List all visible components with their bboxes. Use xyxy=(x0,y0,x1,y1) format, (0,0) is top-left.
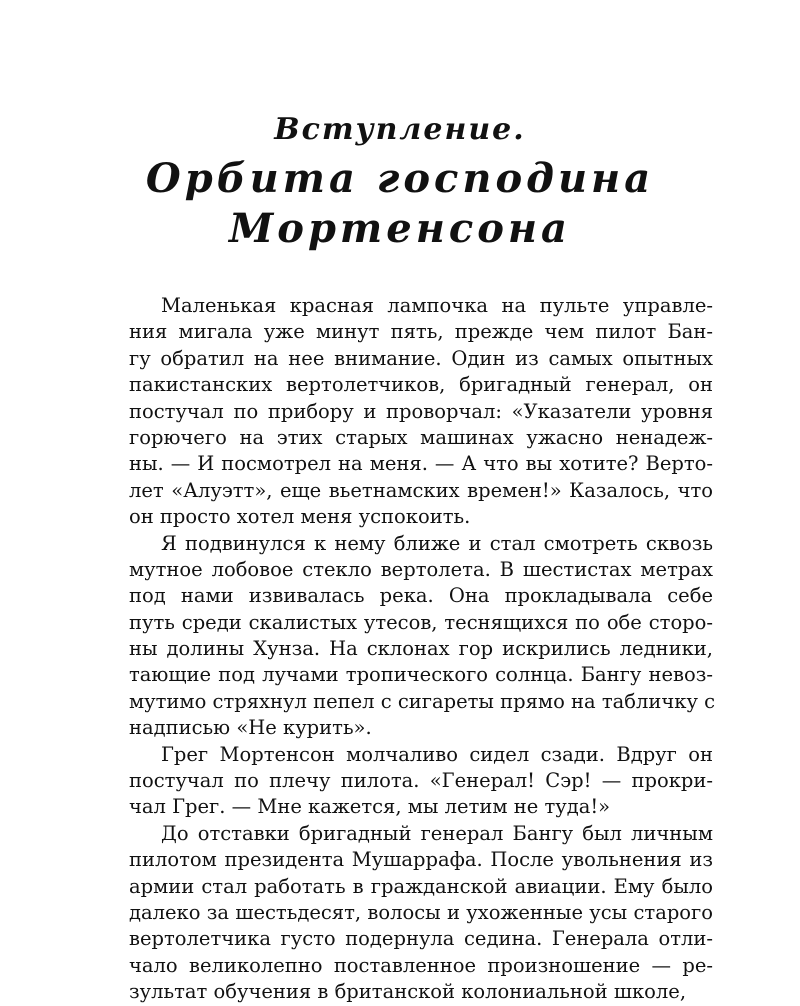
paragraph xyxy=(129,742,713,821)
text-line: далеко за шестьдесят, волосы и ухоженные усы старого xyxy=(129,900,713,924)
text-line: пилотом президента Мушаррафа. После увольнения из xyxy=(129,848,713,872)
chapter-title-line-2: Мортенсона xyxy=(229,205,571,252)
text-line: вертолетчика густо подернула седина. Генерала отли- xyxy=(129,927,713,951)
text-line: гу обратил на нее внимание. Один из самых опытных xyxy=(129,346,713,370)
paragraph xyxy=(129,531,716,742)
text-line: Грег Мортенсон молчаливо сидел сзади. Вдруг он xyxy=(161,742,713,766)
text-line: чало великолепно поставленное произношение — ре- xyxy=(129,953,713,977)
text-line: лет «Алуэтт», еще вьетнамских времен!» Казалось, что xyxy=(129,478,713,502)
text-line: постучал по прибору и проворчал: «Указатели уровня xyxy=(129,399,713,423)
body-text xyxy=(129,293,716,1006)
text-line: Я подвинулся к нему ближе и стал смотреть сквозь xyxy=(161,531,713,555)
text-line: под нами извивалась река. Она прокладывала себе xyxy=(129,584,713,608)
text-line: надписью «Не курить». xyxy=(129,716,372,740)
text-line: он просто хотел меня успокоить. xyxy=(129,505,471,529)
text-line: чал Грег. — Мне кажется, мы летим не туда!» xyxy=(129,795,611,819)
text-line: армии стал работать в гражданской авиации. Ему было xyxy=(129,874,713,898)
text-line: До отставки бригадный генерал Бангу был личным xyxy=(161,821,713,845)
text-line: Маленькая красная лампочка на пульте управле- xyxy=(161,294,713,317)
chapter-title-line-1: Орбита господина xyxy=(145,155,655,202)
text-line: мутимо стряхнул пепел с сигареты прямо на табличку с xyxy=(129,689,716,713)
text-line: тающие под лучами тропического солнца. Бангу невоз- xyxy=(129,663,713,687)
text-line: зультат обучения в британской колониальной школе, xyxy=(129,980,687,1004)
paragraph xyxy=(129,821,713,1006)
text-line: ния мигала уже минут пять, прежде чем пилот Бан- xyxy=(129,320,713,344)
chapter-label: Вступление. xyxy=(274,112,526,147)
text-line: постучал по плечу пилота. «Генерал! Сэр! — прокри- xyxy=(129,769,713,793)
text-line: ны долины Хунза. На склонах гор искрились ледники, xyxy=(129,637,713,661)
text-line: путь среди скалистых утесов, теснящихся по обе сторо- xyxy=(129,610,713,634)
text-line: мутное лобовое стекло вертолета. В шестистах метрах xyxy=(129,557,713,581)
chapter-heading xyxy=(0,110,800,254)
text-line: ны. — И посмотрел на меня. — А что вы хотите? Верто- xyxy=(129,452,713,476)
text-line: горючего на этих старых машинах ужасно ненадеж- xyxy=(129,425,713,449)
paragraph xyxy=(129,293,713,531)
text-line: пакистанских вертолетчиков, бригадный генерал, он xyxy=(129,373,713,397)
